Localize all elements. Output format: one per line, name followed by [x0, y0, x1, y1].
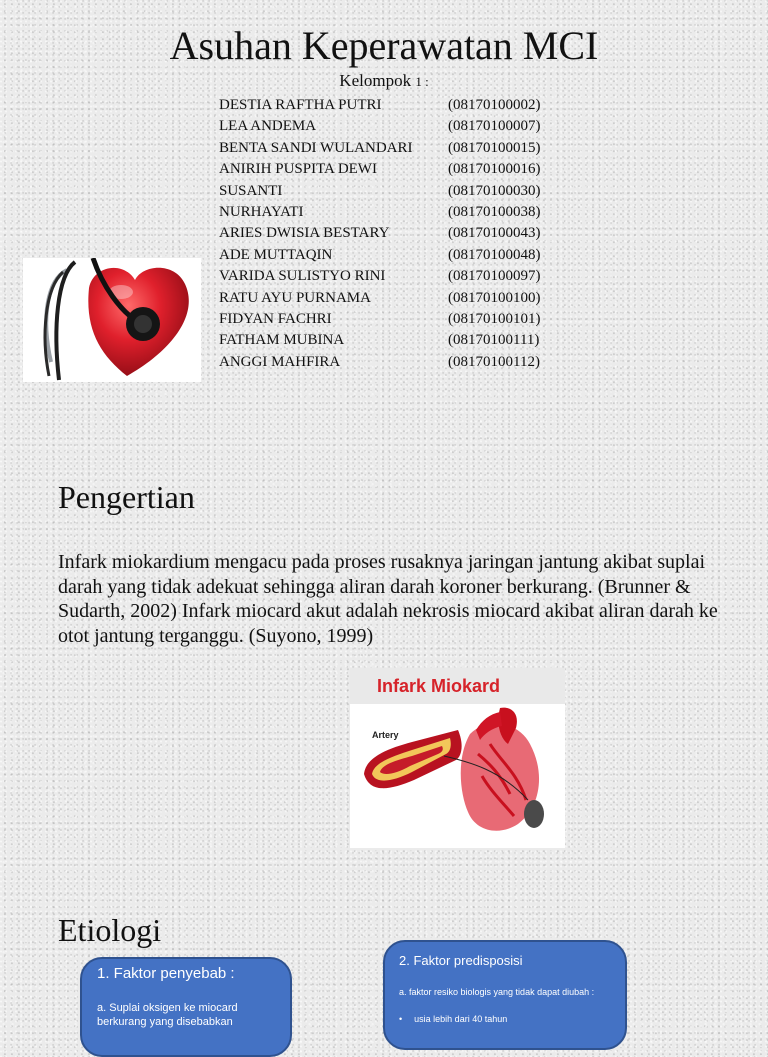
member-row: [219, 266, 559, 287]
member-name: ADE MUTTAQIN: [219, 246, 333, 263]
faktor-predisposisi-title: 2. Faktor predisposisi: [399, 953, 523, 968]
member-row: [219, 330, 559, 351]
member-row: [219, 352, 559, 373]
member-name: BENTA SANDI WULANDARI: [219, 139, 413, 156]
member-name: NURHAYATI: [219, 203, 304, 220]
faktor-penyebab-title: 1. Faktor penyebab :: [97, 965, 235, 982]
member-list: [219, 95, 559, 373]
member-id: (08170100016): [448, 161, 541, 178]
heart-stethoscope-image: [23, 258, 201, 382]
faktor-predisposisi-card: [383, 940, 627, 1050]
member-row: [219, 223, 559, 244]
artery-label: Artery: [372, 730, 399, 740]
member-name: FIDYAN FACHRI: [219, 310, 332, 327]
member-name: FATHAM MUBINA: [219, 332, 345, 349]
bullet-icon: •: [399, 1014, 403, 1024]
member-name: SUSANTI: [219, 182, 283, 199]
member-row: [219, 245, 559, 266]
member-id: (08170100043): [448, 225, 541, 242]
member-id: (08170100048): [448, 246, 541, 263]
member-id: (08170100007): [448, 118, 541, 135]
member-id: (08170100097): [448, 268, 541, 285]
member-row: [219, 95, 559, 116]
faktor-predisposisi-bullet: [399, 1014, 507, 1024]
group-label-text: Kelompok: [339, 71, 412, 90]
member-row: [219, 116, 559, 137]
member-name: ANGGI MAHFIRA: [219, 353, 341, 370]
infark-miokard-image: [350, 668, 565, 848]
infark-miokard-banner: Infark Miokard: [350, 668, 565, 704]
member-row: [219, 309, 559, 330]
member-name: RATU AYU PURNAMA: [219, 289, 371, 306]
member-name: ANIRIH PUSPITA DEWI: [219, 161, 377, 178]
member-row: [219, 138, 559, 159]
member-row: [219, 181, 559, 202]
page-title: Asuhan Keperawatan MCI: [169, 23, 599, 68]
pengertian-text: Infark miokardium mengacu pada proses rusaknya jaringan jantung akibat suplai darah yang tidak adekuat sehingga aliran darah koroner berkurang. (Brunner & Sudarth, 2002) Infark miocard akut adalah nekrosis miocard akibat aliran darah ke otot jantung terganggu. (Suyono, 1999): [58, 551, 718, 647]
faktor-penyebab-card: [80, 957, 292, 1057]
pengertian-heading: Pengertian: [58, 479, 195, 515]
member-id: (08170100015): [448, 139, 541, 156]
member-name: LEA ANDEMA: [219, 118, 317, 135]
member-id: (08170100111): [448, 332, 540, 349]
heart-artery-icon: [350, 704, 565, 848]
member-id: (08170100002): [448, 97, 541, 113]
member-id: (08170100038): [448, 203, 541, 220]
member-id: (08170100112): [448, 353, 540, 370]
member-id: (08170100101): [448, 310, 541, 327]
member-row: [219, 202, 559, 223]
member-name: ARIES DWISIA BESTARY: [219, 225, 390, 242]
group-number: 1 :: [415, 74, 429, 89]
faktor-penyebab-text: a. Suplai oksigen ke miocard berkurang yang disebabkan: [97, 1002, 238, 1028]
bullet-text: usia lebih dari 40 tahun: [414, 1014, 508, 1024]
faktor-predisposisi-text: a. faktor resiko biologis yang tidak dapat diubah :: [399, 987, 595, 997]
member-name: DESTIA RAFTHA PUTRI: [219, 97, 382, 113]
member-id: (08170100030): [448, 182, 541, 199]
member-row: [219, 159, 559, 180]
etiologi-heading: Etiologi: [58, 912, 162, 948]
member-name: VARIDA SULISTYO RINI: [219, 268, 386, 285]
heart-stethoscope-icon: [23, 258, 201, 382]
member-row: [219, 288, 559, 309]
group-label: [0, 71, 768, 91]
member-id: (08170100100): [448, 289, 541, 306]
